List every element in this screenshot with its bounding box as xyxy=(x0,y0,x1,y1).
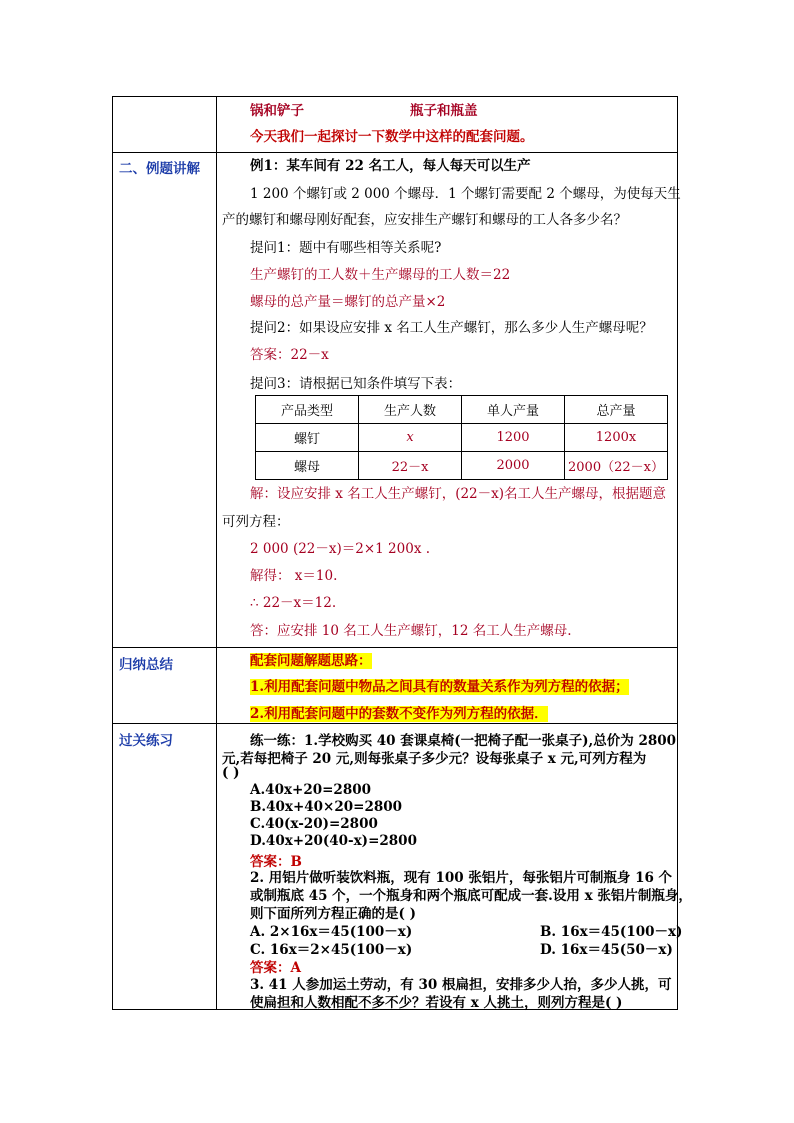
example-line: 1 200 个螺钉或 2 000 个螺母．1 个螺钉需要配 2 个螺母，为使每天生 xyxy=(250,186,681,202)
table-cell: x xyxy=(359,424,462,452)
practice-question-line: 使扁担和人数相配不多不少？若设有 x 人挑土，则列方程是( ) xyxy=(250,995,623,1011)
table-cell: 1200 xyxy=(462,424,565,452)
table-cell: 螺母 xyxy=(256,452,359,480)
table-cell: 2000 xyxy=(462,452,565,480)
practice-question-line: 2. 用铝片做听装饮料瓶，现有 100 张铝片，每张铝片可制瓶身 16 个 xyxy=(250,870,673,886)
equality-1: 生产螺钉的工人数＋生产螺母的工人数＝22 xyxy=(250,267,511,283)
table-header-row xyxy=(256,396,668,424)
image-caption-bottle: 瓶子和瓶盖 xyxy=(410,103,478,119)
solution-line: 2 000 (22－x)＝2×1 200x . xyxy=(250,541,431,557)
option-item: A.40x+20=2800 xyxy=(250,782,371,798)
table-header-cell: 单人产量 xyxy=(462,396,565,424)
option-item: C.40(x-20)=2800 xyxy=(250,816,378,832)
question-3: 提问3：请根据已知条件填写下表： xyxy=(250,376,462,392)
summary-point-1-text: 1.利用配套问题中物品之间具有的数量关系作为列方程的依据； xyxy=(250,679,629,695)
summary-title-text: 配套问题解题思路： xyxy=(250,653,372,669)
practice-question-line: 元,若每把椅子 20 元,则每张桌子多少元？设每张桌子 x 元,可列方程为 xyxy=(222,751,647,767)
question-2: 提问2：如果设应安排 x 名工人生产螺钉，那么多少人生产螺母呢？ xyxy=(250,320,653,336)
table-row xyxy=(256,424,668,452)
solution-line: 解：设应安排 x 名工人生产螺钉，(22－x)名工人生产螺母，根据题意 xyxy=(250,486,667,502)
question-1: 提问1：题中有哪些相等关系呢? xyxy=(250,240,442,256)
intro-text: 今天我们一起探讨一下数学中这样的配套问题。 xyxy=(250,129,534,145)
table-cell: 22－x xyxy=(359,452,462,480)
answer-2: 答案：22－x xyxy=(250,347,329,363)
option-item: B.40x+40×20=2800 xyxy=(250,799,403,815)
image-caption-pan: 锅和铲子 xyxy=(250,103,304,119)
practice-question-line: 3. 41 人参加运土劳动，有 30 根扁担，安排多少人抬，多少人挑，可 xyxy=(250,977,672,993)
production-table xyxy=(255,395,668,480)
row-divider xyxy=(113,152,677,153)
summary-point-2-text: 2.利用配套问题中的套数不变作为列方程的依据． xyxy=(250,706,548,722)
column-divider xyxy=(216,97,217,1009)
solution-line: 答：应安排 10 名工人生产螺钉，12 名工人生产螺母. xyxy=(250,623,572,639)
table-cell: 2000（22－x） xyxy=(565,452,668,480)
option-item: D. 16x＝45(50－x) xyxy=(540,942,673,958)
solution-line: ∴ 22－x＝12. xyxy=(250,595,337,611)
answer-text: 答案：B xyxy=(250,854,302,870)
summary-point-2 xyxy=(250,702,548,722)
example-line: 产的螺钉和螺母刚好配套，应安排生产螺钉和螺母的工人各多少名？ xyxy=(222,212,627,228)
section-label-example: 二、例题讲解 xyxy=(119,161,200,177)
table-row xyxy=(256,452,668,480)
option-item: A. 2×16x＝45(100－x) xyxy=(250,924,413,940)
option-item: B. 16x＝45(100－x) xyxy=(540,924,683,940)
option-item: D.40x+20(40-x)=2800 xyxy=(250,833,417,849)
equality-2: 螺母的总产量＝螺钉的总产量×2 xyxy=(250,294,446,310)
answer-text: 答案：A xyxy=(250,960,301,976)
practice-question-line: ( ) xyxy=(222,765,240,781)
option-item: C. 16x＝2×45(100－x) xyxy=(250,942,413,958)
solution-line: 可列方程： xyxy=(222,514,290,530)
practice-question-line: 或制瓶底 45 个，一个瓶身和两个瓶底可配成一套.设用 x 张铝片制瓶身， xyxy=(250,888,692,904)
practice-question-line: 则下面所列方程正确的是( ) xyxy=(250,906,416,922)
row-divider xyxy=(113,647,677,648)
summary-point-1 xyxy=(250,675,629,695)
table-header-cell: 产品类型 xyxy=(256,396,359,424)
row-divider xyxy=(113,723,677,724)
table-cell: 1200x xyxy=(565,424,668,452)
table-cell: 螺钉 xyxy=(256,424,359,452)
example-line: 例1：某车间有 22 名工人，每人每天可以生产 xyxy=(250,158,531,174)
solution-line: 解得： x＝10. xyxy=(250,568,338,584)
table-header-cell: 生产人数 xyxy=(359,396,462,424)
summary-title xyxy=(250,649,372,669)
table-header-cell: 总产量 xyxy=(565,396,668,424)
section-label-practice: 过关练习 xyxy=(119,733,173,749)
section-label-summary: 归纳总结 xyxy=(119,657,173,673)
practice-question-line: 练一练：1.学校购买 40 套课桌椅(一把椅子配一张桌子),总价为 2800 xyxy=(250,733,677,749)
